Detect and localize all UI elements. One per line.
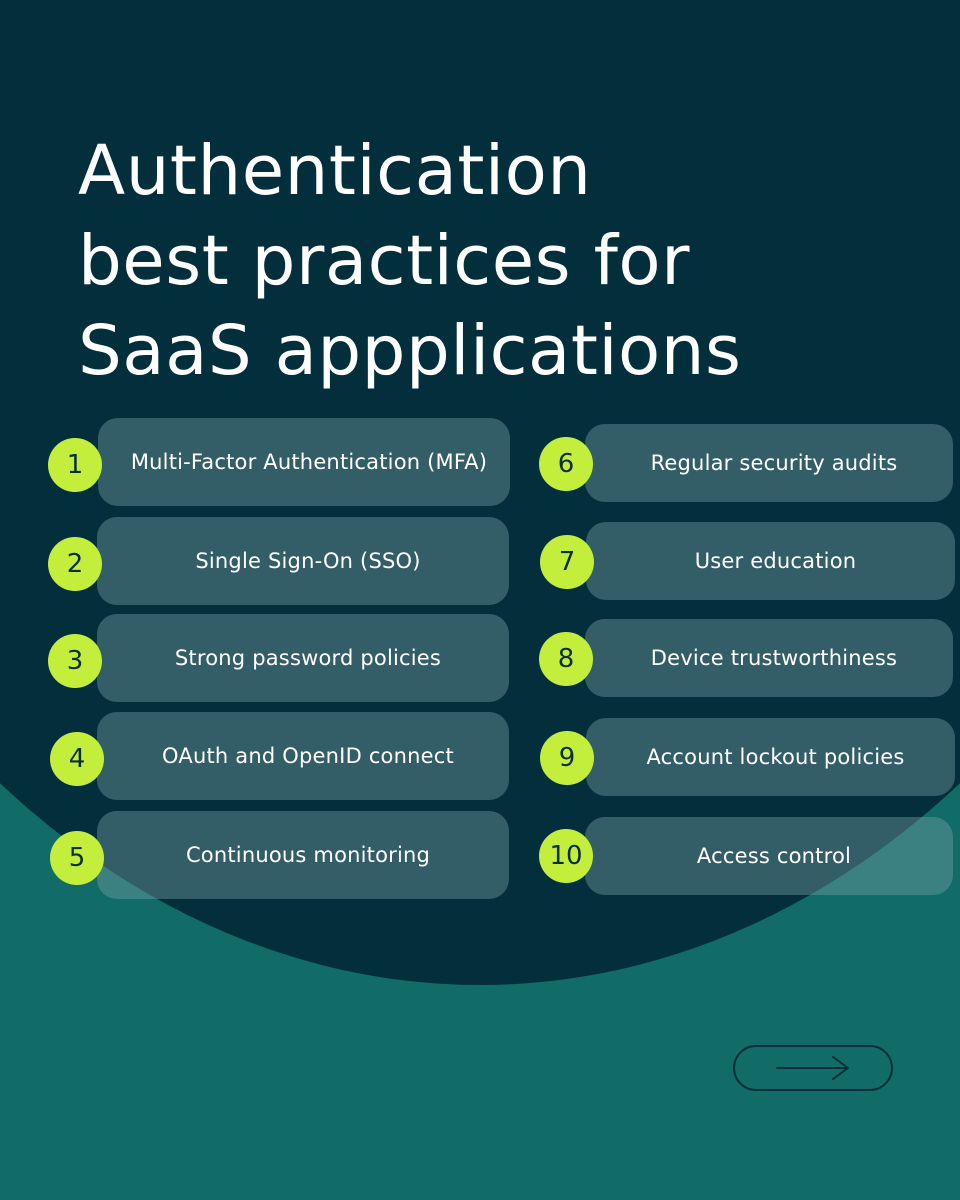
title-line-3: SaaS appplications: [78, 311, 742, 391]
title-line-1: Authentication: [78, 131, 592, 211]
practice-number-badge: 6: [539, 437, 593, 491]
practice-number-badge: 2: [48, 537, 102, 591]
practice-label: Continuous monitoring: [97, 811, 509, 899]
practice-item-5: [50, 811, 509, 899]
practice-label: Multi-Factor Authentication (MFA): [98, 418, 510, 506]
practice-label: User education: [586, 522, 955, 600]
next-slide-button[interactable]: [733, 1045, 893, 1091]
practice-item-3: [48, 614, 509, 702]
practice-label: Account lockout policies: [586, 718, 955, 796]
practice-label: Access control: [585, 817, 953, 895]
practice-item-1: [48, 418, 510, 506]
practice-label: Strong password policies: [97, 614, 509, 702]
title-line-2: best practices for: [78, 221, 690, 301]
practice-item-4: [50, 712, 509, 800]
practice-label: OAuth and OpenID connect: [97, 712, 509, 800]
practice-item-8: [539, 619, 953, 697]
practice-label: Single Sign-On (SSO): [97, 517, 509, 605]
arrow-right-icon: [773, 1053, 853, 1083]
practice-item-10: [539, 817, 953, 895]
practice-number-badge: 4: [50, 732, 104, 786]
practice-number-badge: 8: [539, 632, 593, 686]
practice-number-badge: 7: [540, 535, 594, 589]
page-title: [78, 126, 898, 396]
practice-number-badge: 10: [539, 829, 593, 883]
practice-item-9: [540, 718, 955, 796]
practice-number-badge: 3: [48, 634, 102, 688]
practice-number-badge: 9: [540, 731, 594, 785]
practice-item-2: [48, 517, 509, 605]
practice-label: Device trustworthiness: [585, 619, 953, 697]
practice-number-badge: 1: [48, 438, 102, 492]
practice-item-7: [540, 522, 955, 600]
practice-item-6: [539, 424, 953, 502]
practice-label: Regular security audits: [585, 424, 953, 502]
practice-number-badge: 5: [50, 831, 104, 885]
